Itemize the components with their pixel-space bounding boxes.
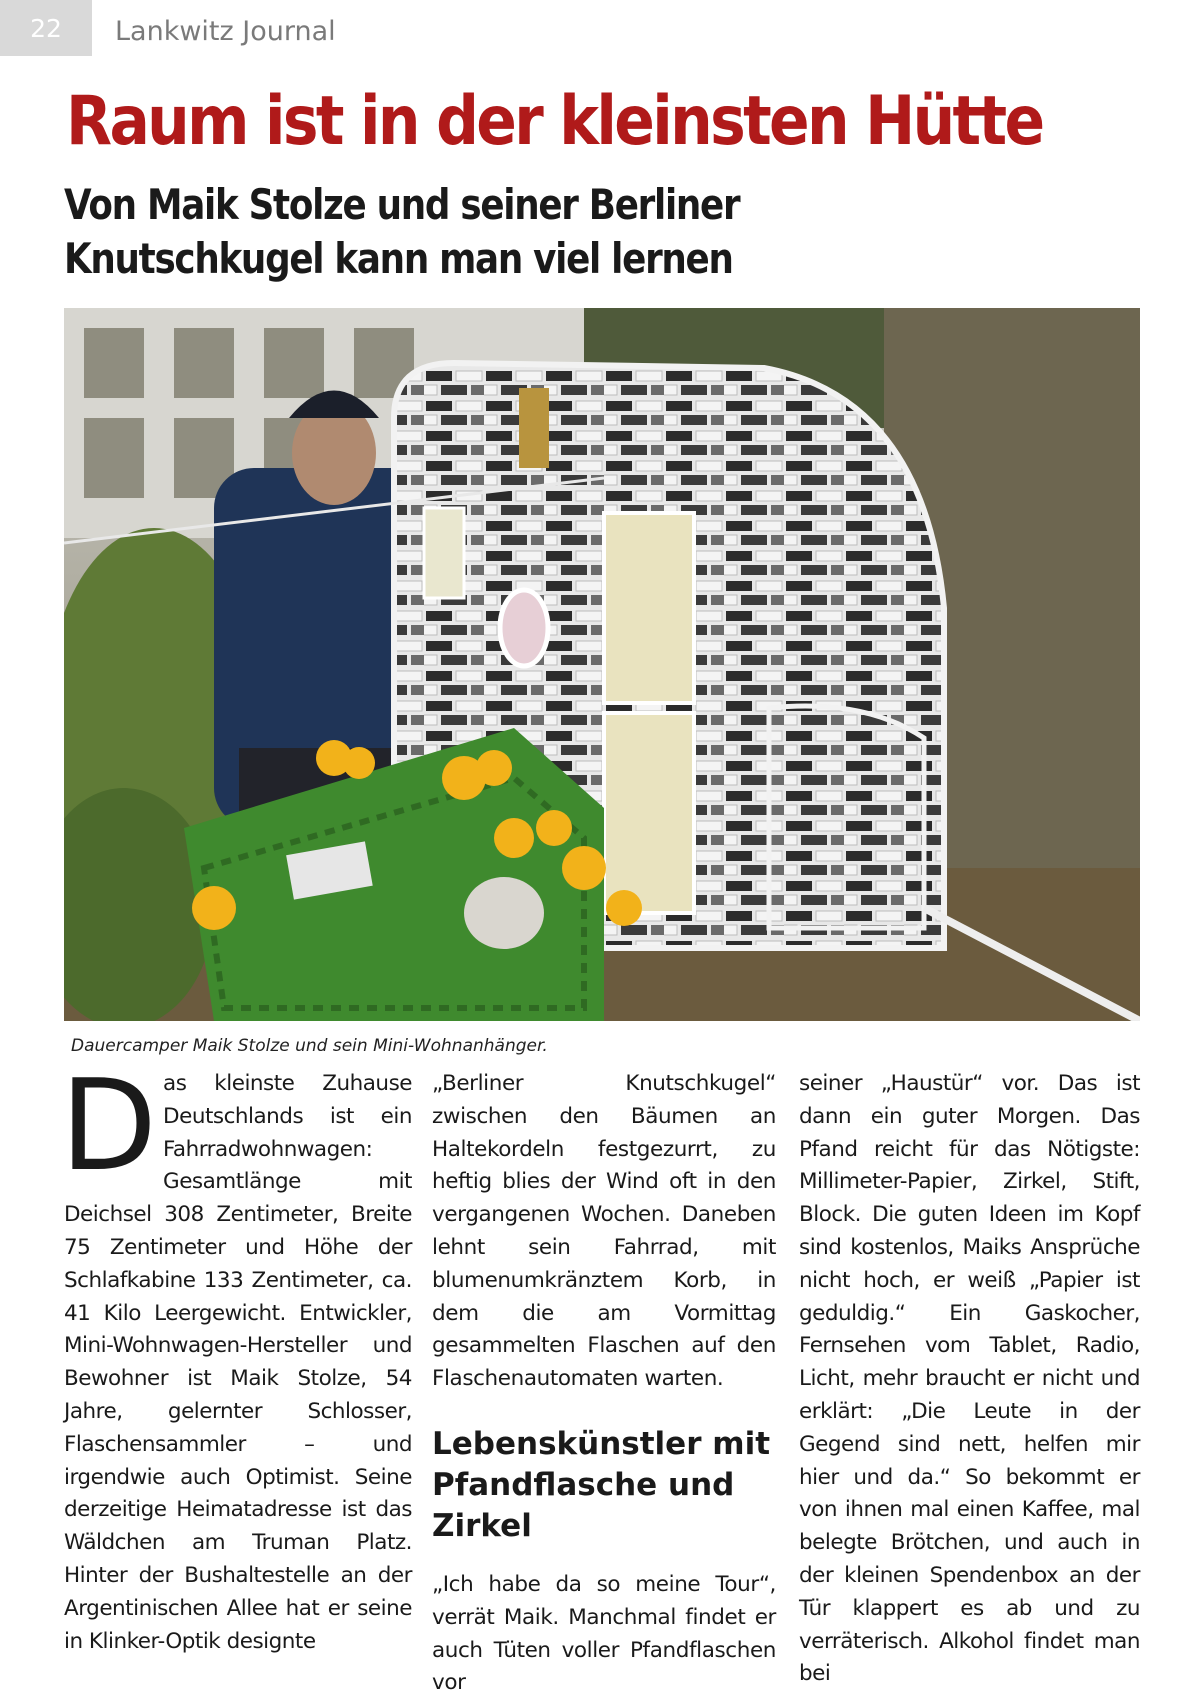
headline: Raum ist in der kleinsten Hütte <box>66 82 1043 161</box>
page-number: 22 <box>0 0 92 56</box>
journal-name: Lankwitz Journal <box>115 16 336 47</box>
photo-caption: Dauercamper Maik Stolze und sein Mini-Wohnanhänger. <box>71 1036 548 1056</box>
article-column-3 <box>799 1068 1140 1691</box>
section-heading: Lebenskünstler mit Pfandflasche und Zirkel <box>432 1425 771 1544</box>
photo-illustration <box>64 308 1140 1021</box>
column-2-text-after: „Ich habe da so meine Tour“, verrät Maik. Manchmal findet er auch Tüten voller Pfandflaschen vor <box>432 1571 776 1696</box>
drop-cap: D <box>60 1052 158 1199</box>
article-photo <box>64 308 1140 1021</box>
article-column-2 <box>432 1068 776 1700</box>
column-2-text-intro: „Berliner Knutschkugel“ zwischen den Bäumen an Haltekordeln festgezurrt, zu heftig blies der Wind oft in den vergangenen Wochen. Daneben lehnt sein Fahrrad, mit blumenumkränztem Korb, in dem die am Vormittag gesammelten Flaschen auf den Flaschenautomaten warten. <box>432 1071 776 1392</box>
column-3-text: seiner „Haustür“ vor. Das ist dann ein guter Morgen. Das Pfand reicht für das Nötigste: Millimeter-Papier, Zirkel, Stift, Block. Die guten Ideen im Kopf sind kostenlos, Maiks Ansprüche nicht hoch, er weiß „Papier ist geduldig.“ Ein Gaskocher, Fernsehen vom Tablet, Radio, Licht, mehr braucht er nicht und erklärt: „Die Leute in der Gegend sind nett, helfen mir hier und da.“ So bekommt er von ihnen mal einen Kaffee, mal belegte Brötchen, und auch in der kleinen Spendenbox an der Tür klappert es ab und zu verräterisch. Alkohol findet man bei <box>799 1071 1140 1687</box>
article-column-1 <box>60 1052 412 1658</box>
column-1-text: as kleinste Zuhause Deutschlands ist ein Fahrradwohnwagen: Gesamtlänge mit Deichsel 308 Zentimeter, Breite 75 Zentimeter und Höhe der Schlafkabine 133 Zentimeter, ca. 41 Kilo Leergewicht. Entwickler, Mini-Wohnwagen-Hersteller und Bewohner ist Maik Stolze, 54 Jahre, gelernter Schlosser, Flaschensammler – und irgendwie auch Optimist. Seine derzeitige Heimatadresse ist das Wäldchen am Truman Platz. Hinter der Bushaltestelle an der Argentinischen Allee hat er seine in Klinker-Optik designte <box>64 1071 412 1654</box>
subheadline: Von Maik Stolze und seiner Berliner Knutschkugel kann man viel lernen <box>64 180 740 283</box>
